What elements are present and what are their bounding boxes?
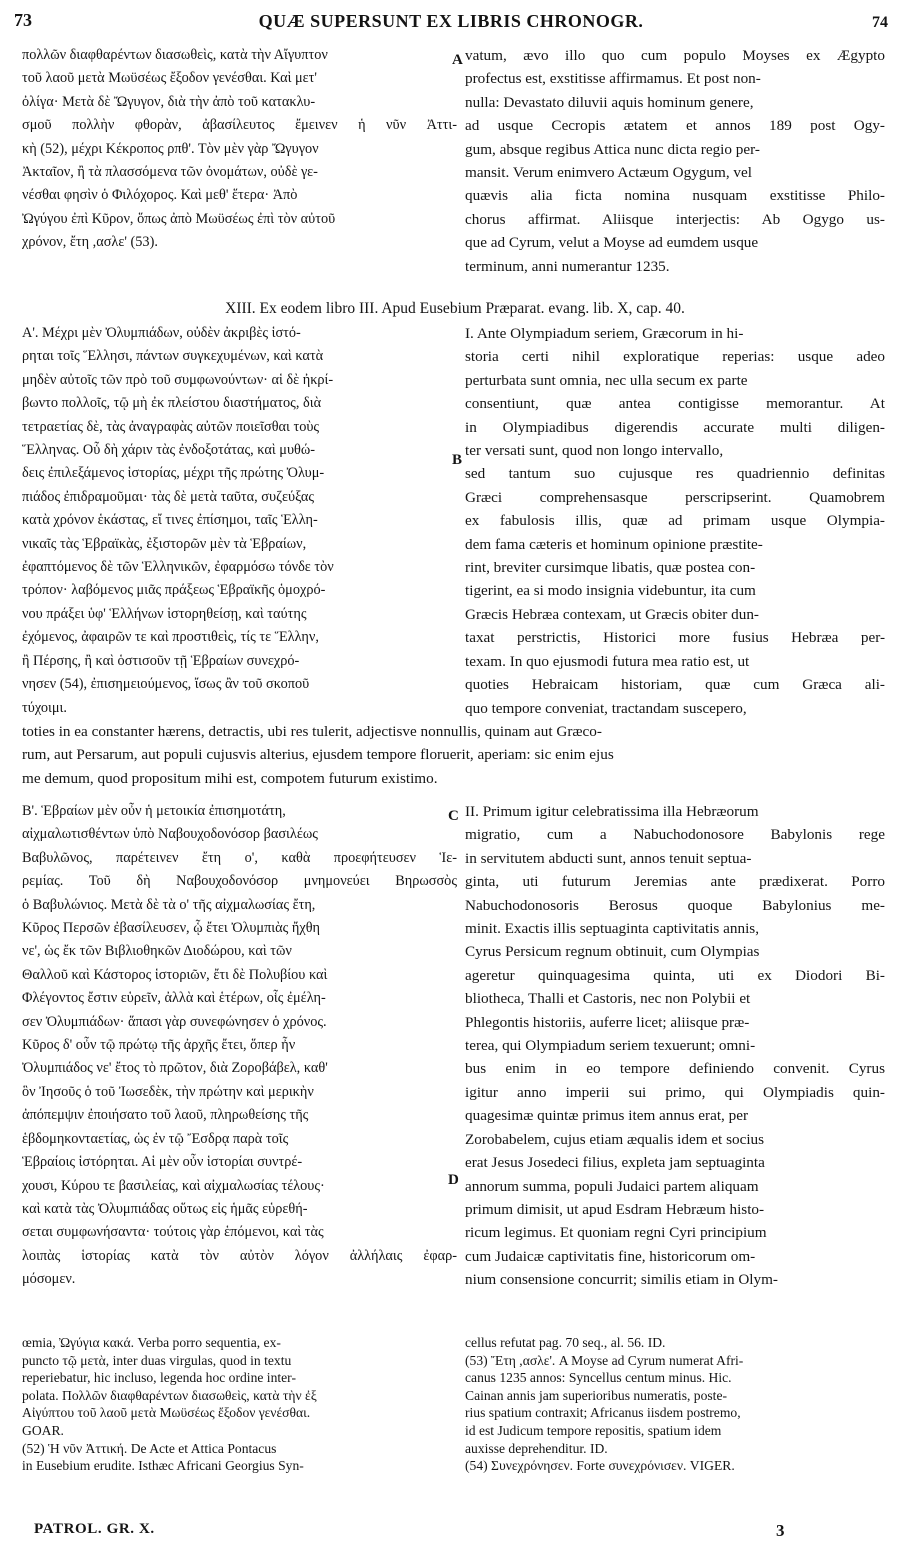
text-line: χουσι, Κύρου τε βασιλείας, καὶ αἰχμαλωσίας τέλους· <box>22 1177 325 1194</box>
text-line: νικαῖς τὰς Ἑβραϊκὰς, ἐξιστορῶν μὲν τὰ Ἑβραίων, <box>22 535 307 552</box>
text-line: me demum, quod propositum mihi est, compotem futurum existimo. <box>22 769 438 787</box>
text-line: (53) Ἔτη ,ασλε'. A Moyse ad Cyrum numerat Afri- <box>465 1352 744 1368</box>
text-line: Κῦρος δ' οὖν τῷ πρώτῳ τῆς ἀρχῆς ἔτει, ὅπερ ἦν <box>22 1037 296 1054</box>
text-line: GOAR. <box>22 1422 64 1438</box>
text-line: ἐφαπτόμενος δὲ τῶν Ἑλληνικῶν, ἐφαρμόσω τόνδε τὸν <box>22 559 334 576</box>
text-line: erat Jesus Josedeci filius, expleta jam septuaginta <box>465 1154 765 1172</box>
footer-right: 3 <box>776 1521 785 1540</box>
text-line: Cainan annis jam superioribus numeratis, poste- <box>465 1387 728 1403</box>
text-line: νε', ὡς ἔκ τῶν Βιβλιοθηκῶν Διοδώρου, καὶ τῶν <box>22 943 292 960</box>
text-line: reperiebatur, hic incluso, legenda hoc ordine inter- <box>22 1370 296 1386</box>
text-line: polata. Πολλῶν διαφθαρέντων διασωθεὶς, κατὰ τὴν ἐξ <box>22 1387 317 1403</box>
text-line: ex fabulosis illis, quæ ad primam usque Olympia- <box>465 512 885 530</box>
text-line: quagesimæ quintæ primus item annus erat, per <box>465 1107 749 1125</box>
footnotes-left <box>22 1334 454 1475</box>
text-line: ad usque Cecropis ætatem et annos 189 post Ogy- <box>465 117 885 135</box>
text-line: σεν Ὀλυμπιάδων· ἅπασι γὰρ συνεφώνησεν ὁ χρόνος. <box>22 1013 327 1030</box>
latin-column-block-3 <box>465 800 885 1292</box>
text-line: annorum summa, populi Judaici partem aliquam <box>465 1177 759 1195</box>
margin-marker-a: A <box>452 52 463 68</box>
text-line: nium consensione concurrit; similis etiam in Olym- <box>465 1271 778 1289</box>
text-line: perturbata sunt omnia, nec ulla secum ex parte <box>465 371 748 389</box>
running-header <box>10 4 892 34</box>
text-line: I. Ante Olympiadum seriem, Græcorum in hi- <box>465 325 744 342</box>
text-line: τετραετίας δὲ, τὰς ἀναγραφὰς αὐτῶν ποιεῖσθαι τοὺς <box>22 418 320 435</box>
text-line: bus enim in eo tempore definiendo convenit. Cyrus <box>465 1060 885 1078</box>
text-line: Phlegontis historiis, auferre licet; aliisque præ- <box>465 1013 750 1031</box>
text-line: Ὀλυμπιάδος νε' ἔτος τὸ πρῶτον, διὰ Ζοροβάβελ, καθ' <box>22 1060 328 1077</box>
text-line: ὀλίγα· Μετὰ δὲ Ὤγυγον, διὰ τὴν ἀπὸ τοῦ κατακλυ- <box>22 93 316 110</box>
text-line: ρηται τοῖς Ἕλλησι, πάντων συγκεχυμένων, καὶ κατὰ <box>22 348 324 365</box>
text-line: ageretur quinquagesima quinta, uti ex Diodori Bi- <box>465 966 885 984</box>
text-line: rum, aut Persarum, aut populi cujusvis alterius, ejusdem tempore floruerit, aperiam: sic enim ejus <box>22 746 614 764</box>
text-line: Zorobabelem, cujus etiam æqualis idem et socius <box>465 1130 765 1148</box>
text-line: Nabuchodonosoris Berosus quoque Babylonius me- <box>465 896 885 914</box>
text-line: ἀπόπεμψιν ἐποιήσατο τοῦ λαοῦ, πληρωθείσης τῆς <box>22 1107 309 1124</box>
text-line: dem fama cæteris et hominum opinione præstite- <box>465 535 763 553</box>
text-line: ginta, uti futurum Jeremias ante prædixerat. Porro <box>465 873 885 891</box>
text-line: αἰχμαλωτισθέντων ὑπὸ Ναβουχοδονόσορ βασιλέως <box>22 826 318 843</box>
text-line: terea, qui Olympiadum seriem texuerunt; omni- <box>465 1037 756 1055</box>
text-line: puncto τῷ μετὰ, inter duas virgulas, quod in textu <box>22 1352 292 1368</box>
text-line: Græci comprehensasque perscripserint. Quamobrem <box>465 488 885 506</box>
text-line: ἢ Πέρσης, ἢ καὶ ὁστισοῦν τῇ Ἑβραίων συνεχρό- <box>22 652 300 669</box>
text-line: chorus affirmat. Aliisque interjectis: Ab Ogygo us- <box>465 210 885 228</box>
latin-column-block-1 <box>465 44 885 278</box>
text-line: que ad Cyrum, velut a Moyse ad eumdem usque <box>465 234 759 252</box>
text-line: ὃν Ἰησοῦς ὁ τοῦ Ἰωσεδὲκ, τὴν πρώτην καὶ μερικὴν <box>22 1083 314 1100</box>
margin-marker-d: D <box>448 1172 459 1188</box>
text-line: profectus est, exstitisse affirmamus. Et post non- <box>465 70 761 88</box>
text-line: consentiunt, quæ antea contigisse memorantur. At <box>465 395 885 413</box>
margin-marker-b: B <box>452 452 463 468</box>
text-line: in Olympiadibus digerendis accurate multi diligen- <box>465 418 885 436</box>
text-line: cellus refutat pag. 70 seq., al. 56. ID. <box>465 1335 666 1350</box>
greek-column-block-3 <box>22 800 457 1292</box>
page-number-left: 73 <box>14 10 32 30</box>
text-line: terminum, anni numerantur 1235. <box>465 257 670 275</box>
text-line: ter versati sunt, quod non longo intervallo, <box>465 442 724 460</box>
text-line: μόσομεν. <box>22 1271 76 1288</box>
running-title: QUÆ SUPERSUNT EX LIBRIS CHRONOGR. <box>258 11 644 31</box>
text-line: νέσθαι φησὶν ὁ Φιλόχορος. Καὶ μεθ' ἕτερα· Ἀπὸ <box>22 187 298 204</box>
text-line: τρόπον· λαβόμενος μιᾶς πράξεως Ἑβραϊκῆς ὁμοχρό- <box>22 582 326 599</box>
text-line: migratio, cum a Nabuchodonosore Babylonis rege <box>465 826 885 844</box>
text-line: Ὠγύγου ἐπὶ Κῦρον, ὅπως ἀπὸ Μωϋσέως ἐπὶ τὸν αὐτοῦ <box>22 210 336 227</box>
text-line: œmia, Ὠγύγια κακά. Verba porro sequentia, ex- <box>22 1335 281 1350</box>
text-line: νου πράξει ὑφ' Ἑλλήνων ἱστορηθείσῃ, καὶ ταύτης <box>22 605 307 622</box>
text-line: βωντο πολλοῖς, τῷ μὴ ἐκ πλείστου διαστήματος, διὰ <box>22 395 322 412</box>
text-line: igitur anno imperii sui primo, qui Olympiadis quin- <box>465 1083 885 1101</box>
text-line: storia certi nihil exploratique reperias: usque adeo <box>465 348 885 366</box>
full-width-paragraph <box>22 720 888 790</box>
text-line: nulla: Devastato diluvii aquis hominum genere, <box>465 93 754 111</box>
text-line: texam. In quo ejusmodi futura mea ratio est, ut <box>465 652 750 670</box>
text-line: bliotheca, Thalli et Castoris, nec non Polybii et <box>465 990 751 1008</box>
text-line: Αἰγύπτου τοῦ λαοῦ μετὰ Μωϋσέως ἔξοδον γενέσθαι. <box>22 1405 311 1421</box>
text-line: mansit. Verum enimvero Actæum Ogygum, vel <box>465 164 752 182</box>
margin-marker-c: C <box>448 808 459 824</box>
latin-column-block-2 <box>465 322 885 720</box>
text-line: id est Judicum tempore repositis, spatium idem <box>465 1422 722 1438</box>
text-line: σεται συμφωνήσαντα· τούτοις γὰρ ἑπόμενοι, καὶ τὰς <box>22 1224 324 1241</box>
text-line: quævis alia ficta nomina nusquam exstitisse Philo- <box>465 187 885 205</box>
text-line: Φλέγοντος ἔστιν εὑρεῖν, ἀλλὰ καὶ ἑτέρων, οἷς ἐμέλη- <box>22 990 326 1007</box>
text-line: (54) Συνεχρόνησεν. Forte συνεχρόνισεν. VIGER. <box>465 1458 735 1474</box>
text-line: II. Primum igitur celebratissima illa Hebræorum <box>465 803 759 820</box>
text-line: Ἀκταῖον, ἢ τὰ πλασσόμενα τῶν ὀνομάτων, οὐδὲ γε- <box>22 164 318 181</box>
text-line: rint, breviter cursimque libatis, quæ postea con- <box>465 559 756 577</box>
text-line: quo tempore conveniat, tractandam suscepero, <box>465 699 747 717</box>
text-line: πολλῶν διαφθαρέντων διασωθεὶς, κατὰ τὴν Αἴγυπτον <box>22 47 328 63</box>
text-line: ricum legimus. Et quoniam regni Cyri principium <box>465 1224 767 1242</box>
text-line: νησεν (54), ἐπισημειούμενος, ἴσως ἂν τοῦ σκοποῦ <box>22 676 310 693</box>
text-line: μηδὲν αὐτοῖς τῶν πρὸ τοῦ συμφωνούντων· αἱ δὲ ἠκρί- <box>22 371 334 388</box>
text-line: τύχοιμι. <box>22 699 67 716</box>
text-line: λοιπὰς ἱστορίας κατὰ τὸν αὐτὸν λόγον ἀλλήλαις ἐφαρ- <box>22 1247 457 1264</box>
text-line: δεις ἐπιλεξάμενος ἱστορίας, μέχρι τῆς πρώτης Ὀλυμ- <box>22 465 325 482</box>
text-line: auxisse deprehenditur. ID. <box>465 1440 608 1456</box>
text-line: τοῦ λαοῦ μετὰ Μωϋσέως ἔξοδον γενέσθαι. Καὶ μετ' <box>22 70 318 87</box>
text-line: gum, absque regibus Attica nunc dicta regio per- <box>465 140 760 158</box>
text-line: πιάδος ἐπιδραμοῦμαι· τὰς δὲ μετὰ ταῦτα, συζεύξας <box>22 488 315 505</box>
page-number-right: 74 <box>872 14 888 31</box>
text-line: canus 1235 annos: Syncellus centum minus. Hic. <box>465 1370 732 1386</box>
text-line: Βαβυλῶνος, παρέτεινεν ἔτη ο', καθὰ προεφήτευσεν Ἱε- <box>22 849 457 866</box>
text-line: Θαλλοῦ καὶ Κάστορος ἱστοριῶν, ἔτι δὲ Πολυβίου καὶ <box>22 966 328 983</box>
text-line: χρόνον, ἔτη ,ασλε' (53). <box>22 234 158 251</box>
text-line: κατὰ χρόνον ἑκάστας, εἴ τινες ἐπίσημοι, ταῖς Ἑλλη- <box>22 512 318 529</box>
text-line: vatum, ævo illo quo cum populo Moyses ex Ægypto <box>465 47 885 64</box>
text-line: in servitutem abducti sunt, annos tenuit septua- <box>465 849 752 867</box>
text-line: Ἕλληνας. Οὗ δὴ χάριν τὰς ἐνδοξοτάτας, καὶ μυθώ- <box>22 442 316 459</box>
text-line: taxat perstrictis, Historici more fusius Hebræa per- <box>465 629 885 647</box>
text-line: Cyrus Persicum regnum obtinuit, cum Olympias <box>465 943 760 961</box>
text-line: ὁ Βαβυλώνιος. Μετὰ δὲ τὰ ο' τῆς αἰχμαλωσίας ἔτη, <box>22 896 316 913</box>
text-line: minit. Exactis illis septuaginta captivitatis annis, <box>465 920 759 938</box>
greek-column-block-2 <box>22 322 457 720</box>
text-line: Ἑβραίοις ἱστόρηται. Αἱ μὲν οὖν ἱστορίαι συντρέ- <box>22 1154 303 1171</box>
text-line: κὴ (52), μέχρι Κέκροπος ρπθ'. Τὸν μὲν γὰρ Ὤγυγον <box>22 140 319 157</box>
text-line: Κῦρος Περσῶν ἐβασίλευσεν, ᾧ ἔτει Ὀλυμπιὰς ἤχθη <box>22 920 321 937</box>
section-heading: XIII. Ex eodem libro III. Apud Eusebium Præparat. evang. lib. X, cap. 40. <box>225 300 685 317</box>
text-line: (52) Ἡ νῦν Ἀττική. De Acte et Attica Pontacus <box>22 1440 277 1456</box>
text-line: σμοῦ πολλὴν φθορὰν, ἀβασίλευτος ἔμεινεν ἡ νῦν Ἀττι- <box>22 117 457 134</box>
text-line: ἐχόμενος, ἀφαιρῶν τε καὶ προστιθεὶς, τίς τε Ἕλλην, <box>22 629 319 646</box>
footnotes-right <box>465 1334 888 1475</box>
text-line: ἑβδομηκονταετίας, ὡς ἐν τῷ Ἔσδρᾳ παρὰ τοῖς <box>22 1130 289 1147</box>
text-line: ρεμίας. Τοῦ δὴ Ναβουχοδονόσορ μνημονεύει Βηρωσσὸς <box>22 873 457 890</box>
text-line: rius spatium contraxit; Africanus iisdem postremo, <box>465 1405 741 1421</box>
footer-left: PATROL. GR. X. <box>34 1521 155 1537</box>
greek-column-block-1 <box>22 44 457 255</box>
text-line: Α'. Μέχρι μὲν Ὀλυμπιάδων, οὐδὲν ἀκριβὲς ἱστό- <box>22 325 301 341</box>
text-line: quoties Hebraicam historiam, quæ cum Græca ali- <box>465 676 885 694</box>
text-line: tigerint, ea si modo insignia videbuntur, ita cum <box>465 582 756 600</box>
text-line: in Eusebium erudite. Isthæc Africani Georgius Syn- <box>22 1458 304 1474</box>
text-line: Græcis Hebræa contexam, ut Græcis obiter dun- <box>465 605 759 623</box>
text-line: cum Judaicæ captivitatis fine, historicorum om- <box>465 1247 756 1265</box>
text-line: sed tantum suo cujusque res quadriennio definitas <box>465 465 885 483</box>
text-line: καὶ κατὰ τὰς Ὀλυμπιάδας οὕτως εἰς ἡμᾶς εὑρεθή- <box>22 1200 308 1217</box>
text-line: toties in ea constanter hærens, detractis, ubi res tulerit, adjectisve nonnullis, quinam aut Græco- <box>22 723 602 740</box>
text-line: primum dimisit, ut apud Esdram Hebræum histo- <box>465 1200 765 1218</box>
text-line: Β'. Ἑβραίων μὲν οὖν ἡ μετοικία ἐπισημοτάτη, <box>22 803 286 819</box>
